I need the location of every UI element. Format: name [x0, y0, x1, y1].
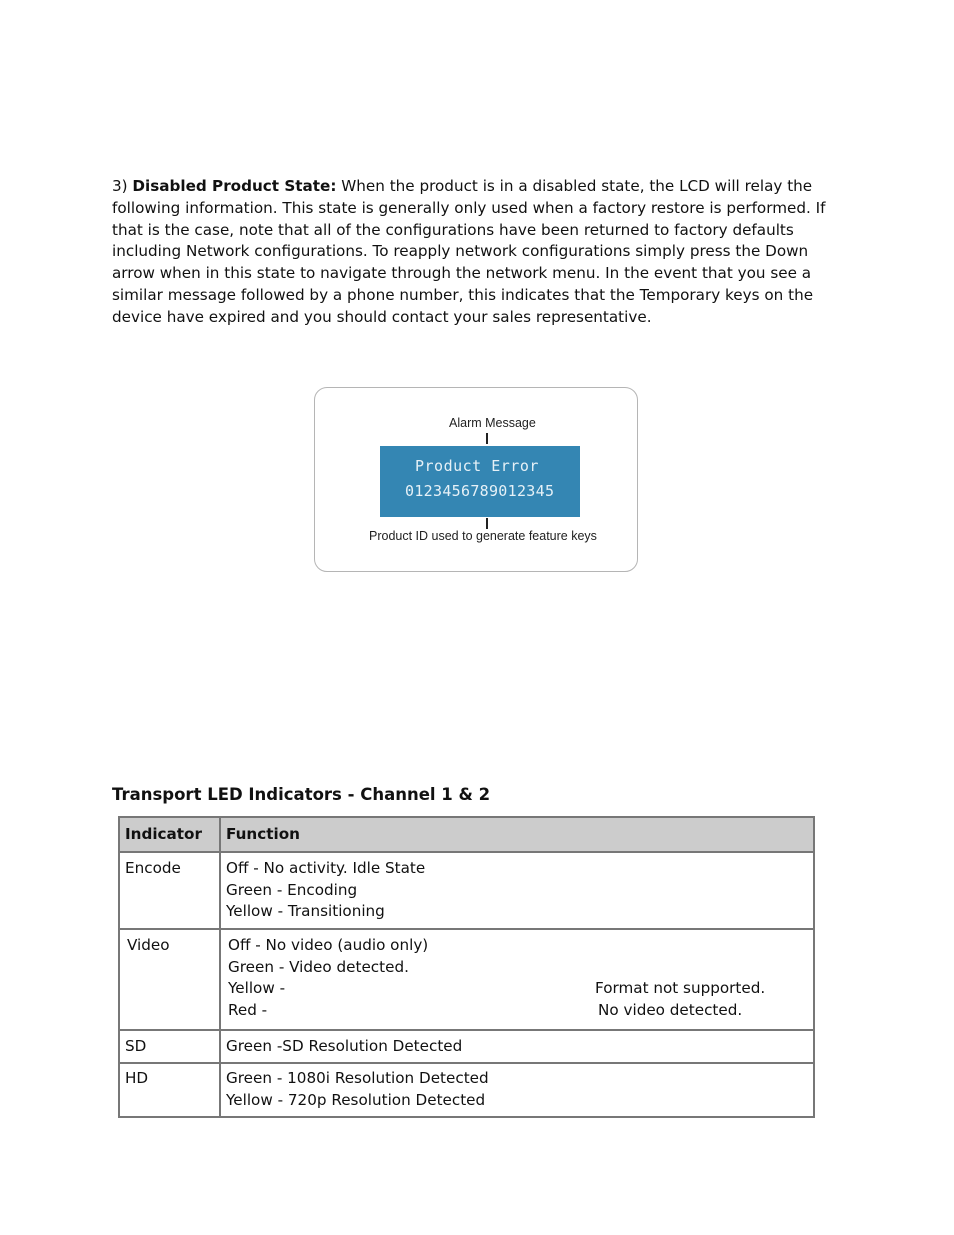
function-line: Green -SD Resolution Detected [226, 1037, 463, 1055]
function-line: Green - Encoding [226, 880, 358, 899]
alarm-message-caption: Alarm Message [449, 416, 536, 430]
lcd-line-1: Product Error [415, 457, 539, 475]
function-note: No video detected. [598, 1001, 743, 1019]
table-row [120, 1029, 813, 1062]
function-line: Yellow - Transitioning [226, 902, 385, 921]
indicator-cell: Video [120, 930, 221, 1029]
paragraph-body: When the product is in a disabled state, the LCD will relay the following information. This state is generally only used when a factory restore is performed. If that is the case, note that all of the configurations have been returned to factory defaults including Network configurations. To reapply network configurations simply press the Down arrow when in this state to navigate through the network menu. In the event that you see a similar message followed by a phone number, this indicates that the Temporary keys on the device have expired and you should contact your sales representative. [112, 177, 826, 326]
paragraph-prefix: 3) [112, 177, 133, 195]
lcd-line-2: 0123456789012345 [405, 482, 555, 500]
indicator-cell: SD [120, 1031, 221, 1062]
product-id-caption: Product ID used to generate feature keys [369, 529, 597, 543]
table-row [120, 928, 813, 1029]
product-id-pointer-line [486, 518, 488, 529]
header-function: Function [226, 825, 300, 843]
function-line: Off - No video (audio only) [228, 936, 429, 954]
paragraph-bold-title: Disabled Product State: [132, 177, 337, 195]
section-heading: Transport LED Indicators - Channel 1 & 2 [112, 785, 491, 804]
function-cell [221, 853, 813, 928]
function-line: Green - 1080i Resolution Detected [226, 1069, 489, 1087]
indicator-cell: HD [120, 1064, 221, 1116]
function-cell [221, 1031, 813, 1062]
function-line: Yellow - [228, 979, 286, 998]
function-cell [221, 1064, 813, 1116]
function-cell [221, 930, 813, 1029]
indicator-cell: Encode [120, 853, 221, 928]
lcd-display [380, 446, 580, 517]
table-row [120, 1062, 813, 1116]
table-row [120, 851, 813, 928]
header-indicator: Indicator [120, 818, 221, 851]
lcd-figure [314, 387, 638, 572]
function-line: Green - Video detected. [228, 957, 409, 976]
function-line: Red - [228, 1000, 268, 1019]
function-line: Yellow - 720p Resolution Detected [226, 1090, 486, 1109]
led-indicator-table [118, 816, 815, 1118]
function-note: Format not supported. [595, 979, 766, 997]
disabled-state-paragraph [112, 176, 847, 329]
function-line: Off - No activity. Idle State [226, 859, 426, 877]
table-header-row [120, 818, 813, 851]
alarm-pointer-line [486, 433, 488, 444]
